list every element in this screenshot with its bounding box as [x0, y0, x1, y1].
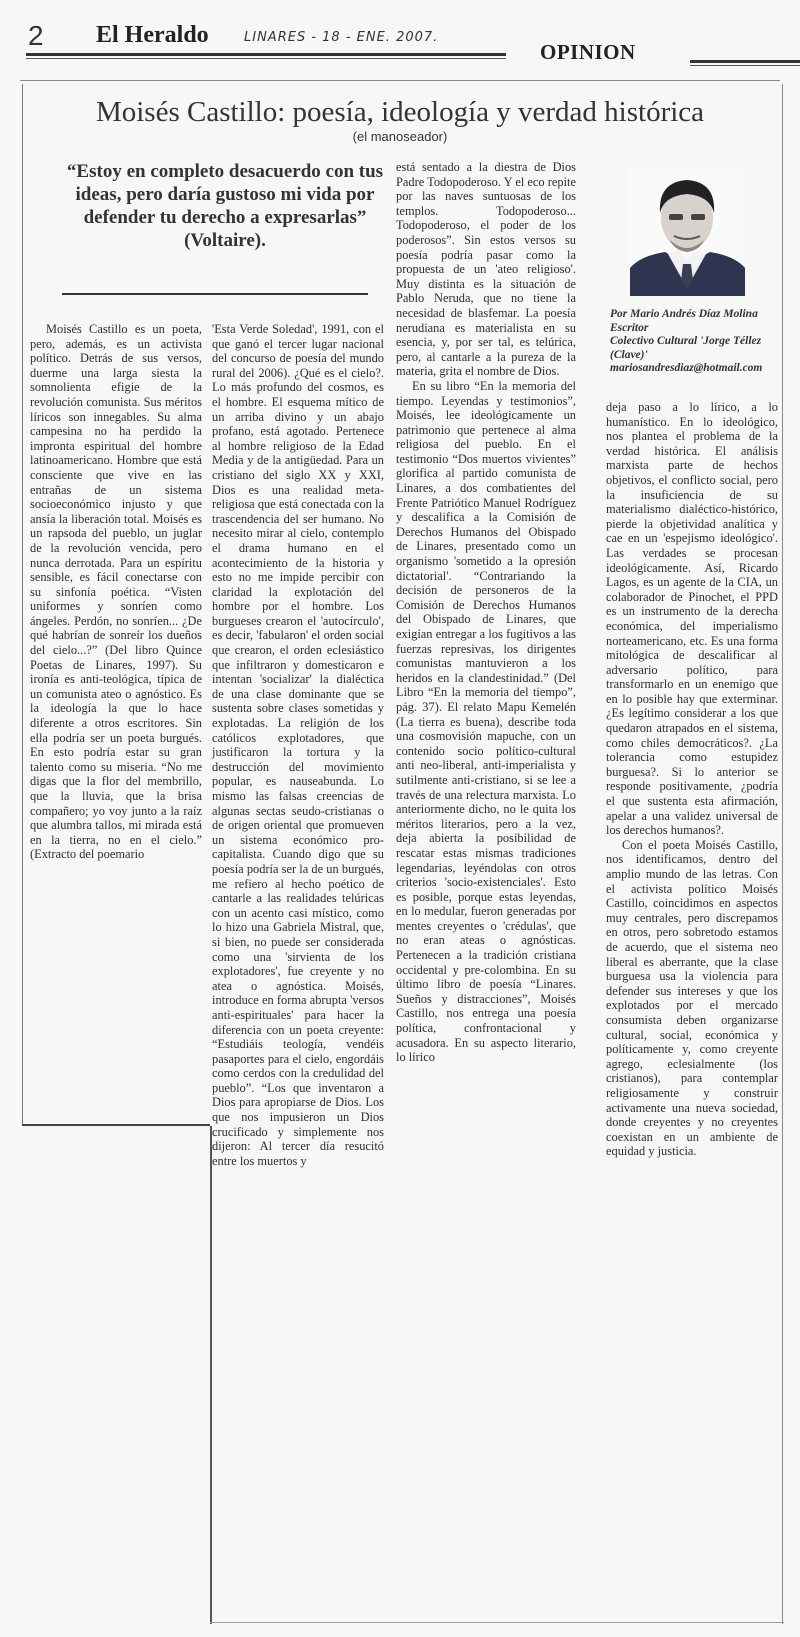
byline-email: mariosandresdiaz@hotmail.com [610, 362, 763, 374]
article-frame-divider [22, 1124, 210, 1126]
pull-quote-rule [62, 293, 368, 295]
paragraph: deja paso a lo lírico, a lo humanístico. En lo ideológico, nos plantea el problema de la verdad histórica. El análisis marxista parte de hechos objetivos, el conflicto social, pero la insuficiencia de su materialismo dialéctico-histórico, pierde la objetividad analítica y cae en un 'espejismo ideológico'. Las verdades se procesan ideológicamente. Así, Ricardo Lagos, es un agente de la CIA, un colaborador de Pinochet, el PPD es un instrumento de la derecha económica, del imperialismo norteamericano, etc. Es una forma mitológica de descalificar al adversario político, para transformarlo en un enemigo que en lo posible hay que exterminar. ¿Es legítimo considerar a los que quedaron atrapados en el sistema, como chiles democráticos?. ¿La tolerancia como estupidez burguesa?. Si lo anterior se responde positivamente, ¿podría el que sustenta esta afirmación, apelar a una validez universal de los derechos humanos?. [606, 400, 778, 838]
author-photo [630, 168, 745, 296]
handwritten-date-note: LINARES - 18 - ENE. 2007. [244, 30, 439, 45]
paragraph: está sentado a la diestra de Dios Padre Todopoderoso. Y el eco repite por las naves suntuosas de los templos. Todopoderoso... Todopoderoso, el poder de los poderosos”. Sin estos versos su poesía podría pasar como la propuesta de un 'ateo religioso'. Muy distinta es la situación de Pablo Neruda, que no tiene la necesidad de blasfemar. La poesía nerudiana es materialista en su esencia, y, por ser tal, es telúrica, pero, al cantarle a la pureza de la materia, grita el nombre de Dios. [396, 160, 576, 379]
section-rule [690, 60, 800, 63]
author-portrait-image [630, 168, 745, 296]
article-frame-divider-vertical [210, 1126, 212, 1624]
byline-role: Escritor [610, 321, 649, 334]
author-byline [610, 308, 780, 376]
pull-quote: “Estoy en completo desacuerdo con tus ideas, pero daría gustoso mi vida por defender tu derecho a expresarlas” (Voltaire). [66, 161, 384, 251]
section-label: OPINION [540, 40, 636, 64]
byline-group: Colectivo Cultural 'Jorge Téllez (Clave)' [610, 335, 762, 361]
article-frame-bottom [210, 1622, 784, 1623]
page-number: 2 [28, 20, 44, 51]
paragraph: En su libro “En la memoria del tiempo. Leyendas y testimonios”, Moisés, lee ideológicamente un patrimonio que pertenece al alma religiosa del pueblo. En el testimonio “Dos muertos vivientes” glorifica al partido comunista de Linares, a dos combatientes del Frente Patriótico Manuel Rodríguez y descalifica a la Comisión de Derechos Humanos del Obispado de Linares, presentado como un organismo 'sometido a la opresión dictatorial'. “Contrariando la decisión de personeros de la Comisión de Derechos Humanos del Obispado de Linares, que exigían entregar a los fugitivos a las fuerzas represivas, los dirigentes comunistas mantuvieron a los heridos en la clandestinidad.” (Del Libro “En la memoria del tiempo”, pág. 37). El relato Mapu Kemelén (La tierra es buena), describe toda una cosmovisión mapuche, con un contenido socio político-cultural anti neo-liberal, anti-imperialista y sutilmente anti-cristiano, si se lee a través de una relectura marxista. Lo anteriormente dicho, no le quita los méritos literarios, pero a la vez, deja abierta la posibilidad de rescatar estas mismas tradiciones legendarias, leyéndolas con otros criterios 'socio-existenciales'. Esto es posible, porque estas leyendas, en lo medular, fueron generadas por mentes creyentes o 'crédulas', que no eran ateas o agnósticas. Pertenecen a la tradición cristiana occidental y pre-colombina. En su último libro de poesía “Linares. Sueños y distracciones”, Moisés Castillo, nos entrega una poesía política, confrontacional y acusadora. En su aspecto literario, lo lírico [396, 378, 576, 1065]
masthead-rule [26, 53, 506, 56]
byline-author: Por Mario Andrés Díaz Molina [610, 308, 758, 320]
paragraph: 'Esta Verde Soledad', 1991, con el que ganó el tercer lugar nacional del concurso de poesía del mundo rural del 2006). ¿Qué es el cielo?. Lo más profundo del cosmos, es el hombre. El esquema mítico de un arriba divino y un abajo profano, está agotado. Pertenece al hombre religioso de la Edad Media y de la antigüedad. Para un cristiano del siglo XX y XXI, Dios es una realidad meta-religiosa que está conectada con la trascendencia del ser humano. No necesito mirar al cielo, contemplo el drama humano en el acontecimiento de la historia y esto no me impide percibir con claridad la explotación del hombre por el hombre. Los burgueses crearon el 'autocírculo', es decir, 'fabularon' el orden social que crearon, el orden eclesiástico que infiltraron y domesticaron e intentan 'socializar' la dialéctica de una clase dominante que se sustenta sobre clases sometidas y explotadas. La religión de los católicos explotadores, que justificaron la tortura y la destrucción del movimiento popular, es nauseabunda. Lo mismo las falsas creencias de algunas sectas seudo-cristianas o de origen oriental que promueven un sistema económico pro-capitalista. Cuando digo que su poesía podría ser la de un burgués, me refiero al hecho poético de cantarle a las realidades telúricas con un acento casi místico, como lo hizo una Gabriela Mistral, que, si bien, no puede ser considerada como una 'sirvienta de los explotadores', fue creyente y no atea o agnóstica. Moisés, introduce en forma abrupta 'versos anti-espirituales' para hacer la diferencia con un poeta creyente: “Estudiáis teología, vendéis pasaportes para el cielo, engordáis como cerdos con la credulidad del pueblo”. “Los que inventaron a Dios para apropiarse de Dios. Los que nos impusieron un Dios crucificado y simplemente nos dijeron: Al tercer día resucitó entre los muertos y [212, 322, 384, 1168]
masthead [22, 18, 782, 68]
section-rule-thin [690, 65, 800, 66]
article-subhead: (el manoseador) [352, 129, 448, 144]
article-frame-left [22, 84, 23, 1124]
article-headline: Moisés Castillo: poesía, ideología y verdad histórica [95, 96, 705, 128]
newspaper-name: El Heraldo [96, 22, 209, 48]
article-column-1 [30, 322, 202, 862]
paragraph: Con el poeta Moisés Castillo, nos identificamos, dentro del amplio mundo de las letras. Con el activista político Moisés Castillo, coincidimos en aspectos muy centrales, pero discrepamos en otros, pero sobretodo estamos de acuerdo, que el sistema neo liberal es aberrante, que la clase burguesa usa la violencia para defender sus intereses y que los explotados por el mercado consumista deben organizarse cultural, social, económica y políticamente y, como creyente agrego, eclesialmente (los cristianos), para contemplar religiosamente y construir activamente una nueva sociedad, donde creyentes y no creyentes coexistan en un ambiente de equidad y justicia. [606, 837, 778, 1159]
article-frame-right [782, 84, 783, 1624]
masthead-rule-thin [26, 58, 506, 59]
article-column-4 [606, 400, 778, 1159]
paragraph: Moisés Castillo es un poeta, pero, además, es un activista político. Detrás de sus versos, duerme una larga siesta la somnolienta efigie de la revolución comunista. Sus méritos líricos son innegables. Su alma campesina no ha perdido la impronta espiritual del hombre latinoamericano. Hombre que está consciente que vive en las entrañas de un sistema socioeconómico injusto y que ansía la liberación total. Moisés es un rapsoda del pueblo, un juglar de la revolución vencida, pero nunca derrotada. Para un espíritu sensible, es fácil conectarse con su sinfonía poética. “Visten uniformes y sonríen como ángeles. Perdón, no sonríen... ¿De qué habrían de sonreír los dueños del cielo...?” (Del libro Quince Poetas de Linares, 1997). Su ironía es anti-teológica, típica de un comunista ateo o agnóstico. Es la ideología la que lo hace diferente a otros escritores. Sin ella podría ser un poeta burgués. En esto podría estar su gran talento como su miseria. “No me digas que la flor del membrillo, que la lluvia, que la brisa compañero; yo voy junto a la raíz que alumbra tallos, mi mirada está en la tierra, no en el cielo.” (Extracto del poemario [30, 322, 202, 862]
article-column-3 [396, 160, 576, 1065]
article-column-2 [212, 322, 384, 1168]
